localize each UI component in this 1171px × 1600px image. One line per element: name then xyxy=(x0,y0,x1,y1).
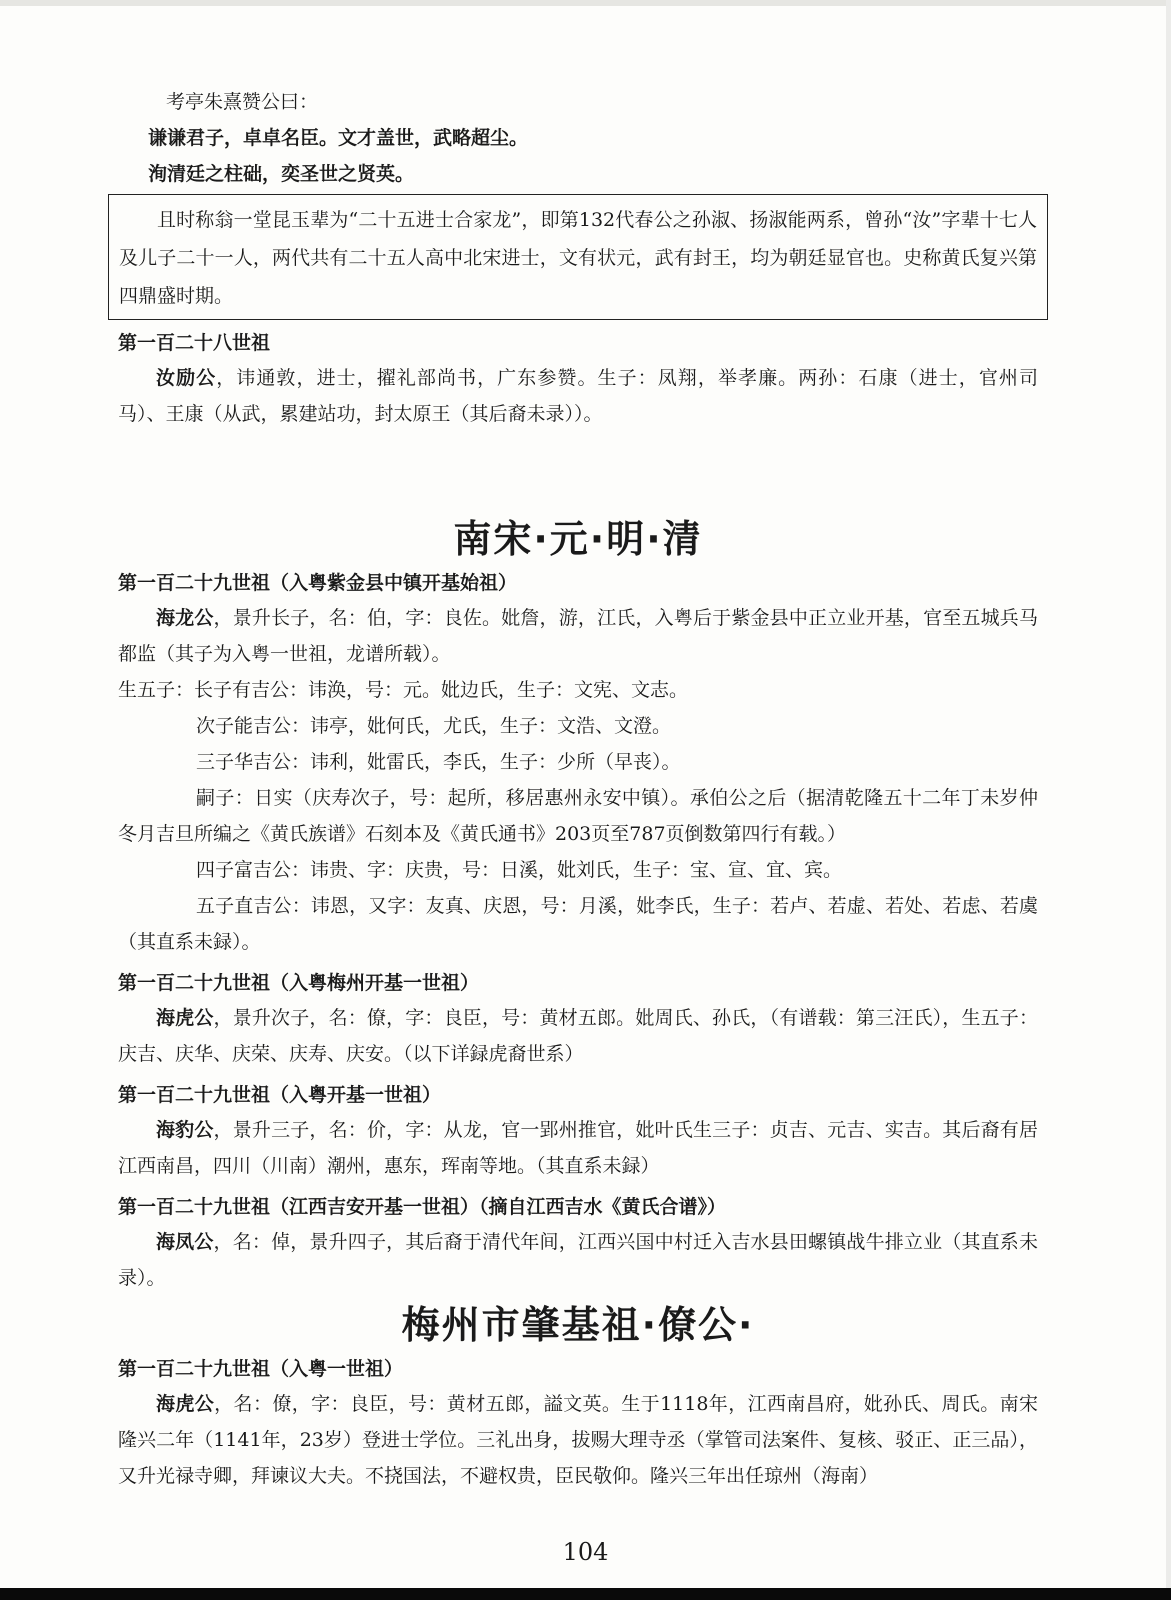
haifeng-text: ，名：倬，景升四子，其后裔于清代年间，江西兴国中村迁入吉水县田螺镇战牛排立业（其直系未录）。 xyxy=(118,1231,1038,1289)
haihu1-text: ，景升次子，名：僚，字：良臣，号：黄材五郎。妣周氏、孙氏，（有谱载：第三汪氏），生五子：庆吉、庆华、庆荣、庆寿、庆安。（以下详録虎裔世系） xyxy=(118,1007,1038,1065)
haibao-paragraph xyxy=(118,1112,1038,1184)
boxed-note-text: 且时称翁一堂昆玉辈为“二十五进士合家龙”，即第132代春公之孙淑、扬淑能两系，曾孙“汝”字辈十七人及儿子二十一人，两代共有二十五人高中北宋进士，文有状元，武有封王，均为朝廷显官也。史称黄氏复兴第四鼎盛时期。 xyxy=(119,209,1037,307)
hailong-son-3: 三子华吉公：讳利，妣雷氏，李氏，生子：少所（早丧）。 xyxy=(196,751,681,773)
boxed-note xyxy=(108,194,1048,320)
hailong-text: ，景升长子，名：伯，字：良佐。妣詹，游，江氏，入粤后于紫金县中正立业开基，官至五城兵马都监（其子为入粤一世祖，龙谱所载）。 xyxy=(118,607,1038,665)
gen128-name: 汝励公 xyxy=(156,367,217,389)
section-title-song-yuan-ming-qing: 南宋·元·明·清 xyxy=(453,517,703,561)
haihu1-name: 海虎公 xyxy=(156,1007,214,1029)
hailong-heir: 嗣子：日实（庆寿次子，号：起所，移居惠州永安中镇）。承伯公之后（据清乾隆五十二年丁未岁仲冬月吉旦所编之《黄氏族谱》石刻本及《黄氏通书》203页至787页倒数第四行有载。） xyxy=(118,787,1038,845)
haihu2-paragraph xyxy=(118,1386,1038,1494)
scan-top-edge xyxy=(0,0,1171,6)
haifeng-paragraph xyxy=(118,1224,1038,1296)
haibao-text: ，景升三子，名：价，字：从龙，官一郢州推官，妣叶氏生三子：贞吉、元吉、实吉。其后裔有居江西南昌，四川（川南）潮州，惠东，珲南等地。（其直系未録） xyxy=(118,1119,1038,1177)
intro-line-3: 洵清廷之柱础，奕圣世之贤英。 xyxy=(148,163,415,185)
haihu1-heading: 第一百二十九世祖（入粤梅州开基一世祖） xyxy=(118,972,480,994)
intro-line-1: 考亭朱熹赞公曰： xyxy=(166,91,319,113)
haibao-heading: 第一百二十九世祖（入粤开基一世祖） xyxy=(118,1084,442,1106)
scan-bottom-edge xyxy=(0,1588,1171,1600)
hailong-son-5: 五子直吉公：讳恩，又字：友真、庆恩，号：月溪，妣李氏，生子：若卢、若虚、若处、若虑、若虞（其直系未録）。 xyxy=(118,895,1038,953)
haihu2-heading: 第一百二十九世祖（入粤一世祖） xyxy=(118,1358,404,1380)
haihu2-name: 海虎公 xyxy=(156,1393,215,1415)
haihu1-paragraph xyxy=(118,1000,1038,1072)
scan-right-edge xyxy=(1166,0,1171,1600)
haifeng-name: 海凤公 xyxy=(156,1231,214,1253)
intro-line-2: 谦谦君子，卓卓名臣。文才盖世，武略超尘。 xyxy=(148,127,529,149)
hailong-name: 海龙公 xyxy=(156,607,214,629)
gen128-paragraph xyxy=(118,360,1038,432)
gen128-heading: 第一百二十八世祖 xyxy=(118,332,271,354)
page-content xyxy=(118,84,1038,1494)
haihu2-text: ，名：僚，字：良臣，号：黄材五郎，謚文英。生于1118年，江西南昌府，妣孙氏、周氏。南宋隆兴二年（1141年，23岁）登进士学位。三礼出身，拔赐大理寺丞（掌管司法案件、复核、驳正、正三品），又升光禄寺卿，拜谏议大夫。不挠国法，不避权贵，臣民敬仰。隆兴三年出任琼州（海南） xyxy=(118,1393,1038,1487)
hailong-son-4: 四子富吉公：讳贵、字：庆贵，号：日溪，妣刘氏，生子：宝、宣、宜、宾。 xyxy=(196,859,843,881)
gen128-text: ，讳通敦，进士，擢礼部尚书，广东参赞。生子：凤翔，举孝廉。两孙：石康（进士，官州司马）、王康（从武，累建站功，封太原王（其后裔未录））。 xyxy=(118,367,1038,425)
haifeng-heading: 第一百二十九世祖（江西吉安开基一世祖）（摘自江西吉水《黄氏合谱》） xyxy=(118,1196,727,1218)
spacer xyxy=(118,432,1038,512)
hailong-paragraph xyxy=(118,600,1038,672)
hailong-son-1: 生五子：长子有吉公：讳涣，号：元。妣边氏，生子：文宪、文志。 xyxy=(118,679,689,701)
hailong-son-2: 次子能吉公：讳亭，妣何氏，尤氏，生子：文浩、文澄。 xyxy=(196,715,672,737)
haibao-name: 海豹公 xyxy=(156,1119,214,1141)
page-number: 104 xyxy=(562,1538,609,1566)
section-title-meizhou: 梅州市肇基祖·僚公· xyxy=(401,1303,755,1347)
hailong-heading: 第一百二十九世祖（入粤紫金县中镇开基始祖） xyxy=(118,572,518,594)
